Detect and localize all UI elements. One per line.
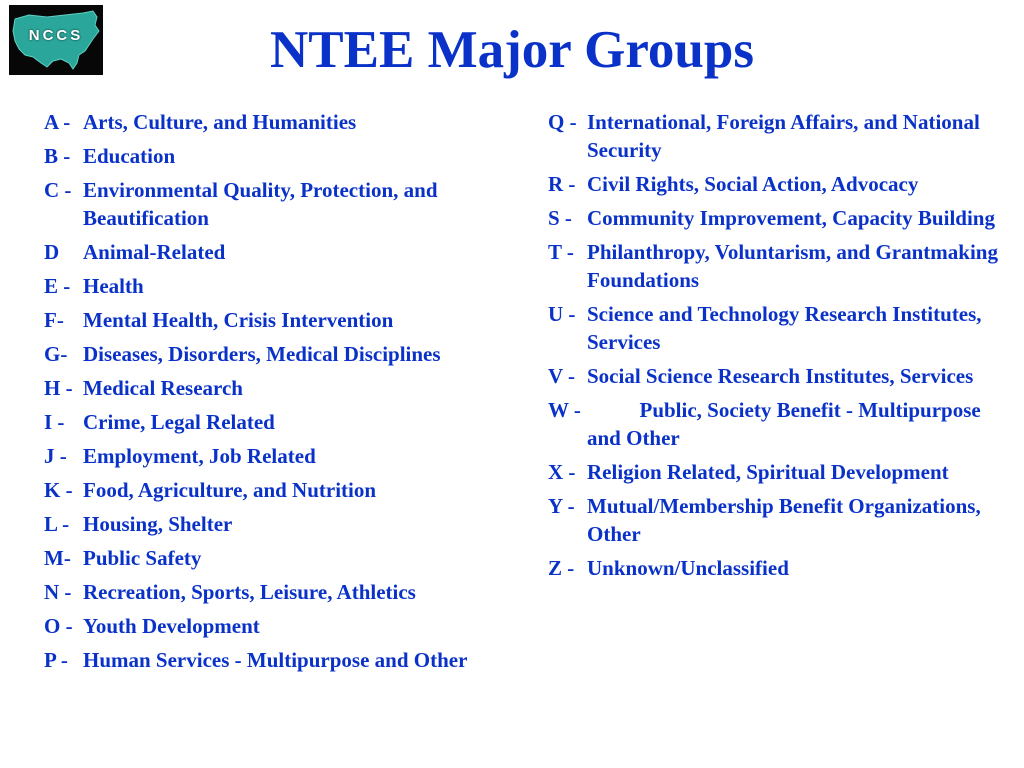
- group-description: Health: [83, 274, 144, 298]
- right-column: [548, 108, 1008, 588]
- group-code: R -: [548, 172, 576, 196]
- right-group-item: [548, 362, 1008, 390]
- group-description: Food, Agriculture, and Nutrition: [83, 478, 377, 502]
- group-code: O -: [44, 614, 73, 638]
- left-group-item: [44, 646, 514, 674]
- group-description: Public, Society Benefit - Multipurpose and Other: [587, 398, 981, 450]
- group-code: J -: [44, 444, 67, 468]
- group-code: B -: [44, 144, 71, 168]
- group-description: Civil Rights, Social Action, Advocacy: [587, 172, 919, 196]
- group-description: Education: [83, 144, 176, 168]
- group-code: K -: [44, 478, 73, 502]
- group-code: H -: [44, 376, 73, 400]
- group-description: Recreation, Sports, Leisure, Athletics: [83, 580, 416, 604]
- group-code: T -: [548, 240, 574, 264]
- group-code: M-: [44, 546, 71, 570]
- right-group-item: [548, 238, 1008, 294]
- group-code: C -: [44, 178, 72, 202]
- group-description: Social Science Research Institutes, Services: [587, 364, 974, 388]
- group-code: P -: [44, 648, 68, 672]
- group-description: Medical Research: [83, 376, 243, 400]
- group-code: U -: [548, 302, 576, 326]
- group-description: Crime, Legal Related: [83, 410, 275, 434]
- left-group-item: [44, 612, 514, 640]
- group-code: A -: [44, 110, 71, 134]
- left-group-item: [44, 142, 514, 170]
- group-code: E -: [44, 274, 71, 298]
- group-description: Public Safety: [83, 546, 202, 570]
- left-group-item: [44, 108, 514, 136]
- right-group-item: [548, 554, 1008, 582]
- group-code: X -: [548, 460, 576, 484]
- left-group-item: [44, 578, 514, 606]
- group-description: Mental Health, Crisis Intervention: [83, 308, 394, 332]
- group-description: Arts, Culture, and Humanities: [83, 110, 357, 134]
- group-description: Religion Related, Spiritual Development: [587, 460, 949, 484]
- group-code: V -: [548, 364, 576, 388]
- group-description: Environmental Quality, Protection, and Beautification: [83, 178, 438, 230]
- group-description: Diseases, Disorders, Medical Disciplines: [83, 342, 441, 366]
- logo-text: NCCS: [28, 27, 84, 44]
- left-group-item: [44, 476, 514, 504]
- left-group-item: [44, 510, 514, 538]
- right-group-item: [548, 396, 1008, 452]
- right-group-item: [548, 204, 1008, 232]
- group-code: Y -: [548, 494, 575, 518]
- group-description: Mutual/Membership Benefit Organizations, Other: [587, 494, 981, 546]
- group-description: International, Foreign Affairs, and National Security: [587, 110, 980, 162]
- left-group-item: [44, 442, 514, 470]
- group-description: Employment, Job Related: [83, 444, 316, 468]
- page-title: NTEE Major Groups: [270, 21, 754, 79]
- group-code: G-: [44, 342, 68, 366]
- left-group-item: [44, 374, 514, 402]
- group-description: Housing, Shelter: [83, 512, 233, 536]
- right-group-item: [548, 492, 1008, 548]
- left-group-item: [44, 272, 514, 300]
- group-code: L -: [44, 512, 70, 536]
- left-group-item: [44, 176, 514, 232]
- left-group-item: [44, 408, 514, 436]
- right-group-item: [548, 458, 1008, 486]
- right-group-item: [548, 108, 1008, 164]
- group-description: Youth Development: [83, 614, 260, 638]
- group-code: I -: [44, 410, 65, 434]
- left-group-item: [44, 306, 514, 334]
- group-code: S -: [548, 206, 572, 230]
- group-description: Animal-Related: [83, 240, 226, 264]
- left-column: [44, 108, 514, 680]
- group-code: D: [44, 240, 60, 264]
- group-code: Q -: [548, 110, 577, 134]
- group-code: W -: [548, 398, 581, 422]
- group-code: F-: [44, 308, 64, 332]
- group-description: Community Improvement, Capacity Building: [587, 206, 995, 230]
- group-code: N -: [44, 580, 72, 604]
- left-group-item: [44, 544, 514, 572]
- group-description: Unknown/Unclassified: [587, 556, 789, 580]
- group-code: Z -: [548, 556, 575, 580]
- right-group-item: [548, 300, 1008, 356]
- left-group-item: [44, 340, 514, 368]
- left-group-item: [44, 238, 514, 266]
- group-description: Philanthropy, Voluntarism, and Grantmaking Foundations: [587, 240, 998, 292]
- group-description: Human Services - Multipurpose and Other: [83, 648, 468, 672]
- group-description: Science and Technology Research Institutes, Services: [587, 302, 982, 354]
- right-group-item: [548, 170, 1008, 198]
